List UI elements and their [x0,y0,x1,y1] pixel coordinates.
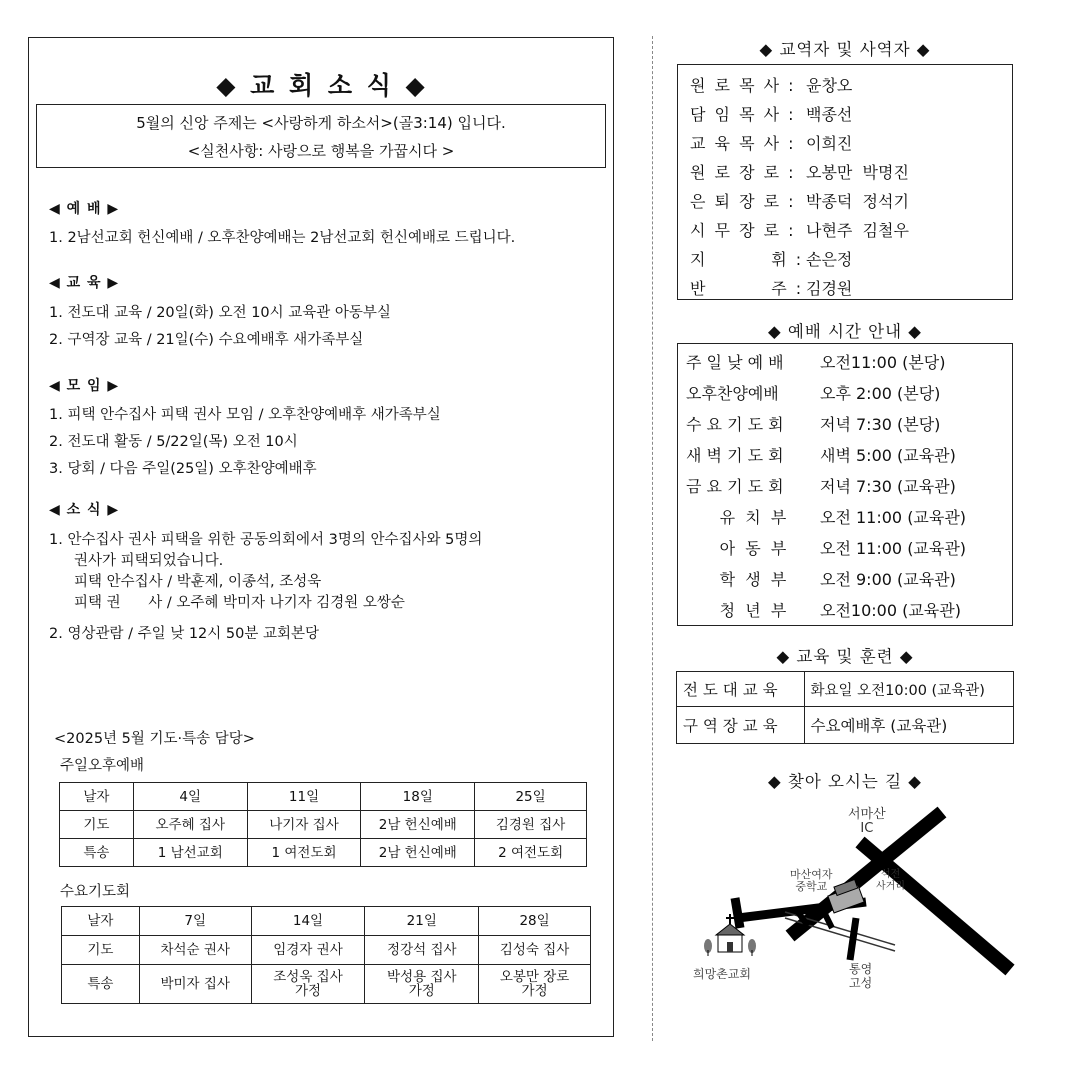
table-row [60,783,587,811]
cell-line: 박성용 집사 [387,969,457,985]
staff-names: 윤창오 [806,76,853,95]
table-cell: 7일 [139,907,251,936]
staff-names: 나현주 김철우 [806,221,909,240]
table-cell: 정강석 집사 [365,936,479,965]
intersection-label-line: 석전 [880,869,901,880]
service-time: 오전 9:00 (교육관) [820,570,956,589]
service-time: 오전10:00 (교육관) [820,601,961,620]
meeting-item: 2. 전도대 활동 / 5/22일(목) 오전 10시 [49,434,298,450]
table-cell: 2남 헌신예배 [361,839,475,867]
table-row [677,707,1014,744]
cell-line: 오봉만 장로 [499,969,570,985]
staff-role: 원 로 목 사 : [690,76,796,95]
service-name: 유 치 부 [719,508,787,527]
church-label: 희망촌교회 [693,967,751,981]
table-cell: 1 여전도회 [247,839,361,867]
staff-list [677,64,1013,300]
service-time: 오전 11:00 (교육관) [820,539,967,558]
table-cell [365,965,479,1004]
service-name: 오후찬양예배 [686,384,779,403]
table-cell [139,965,251,1004]
education-item: 1. 전도대 교육 / 20일(화) 오전 10시 교육관 아동부실 [49,305,391,321]
service-name: 학 생 부 [719,570,787,589]
table-row [62,907,591,936]
staff-names: 이희진 [806,134,853,153]
staff-row [690,71,1012,100]
service-time: 오전 11:00 (교육관) [820,508,967,527]
table-cell: 25일 [475,783,587,811]
notice-item-continued: 권사가 피택되었습니다. [74,553,224,569]
training-name: 구 역 장 교 육 [677,707,805,744]
staff-role: 지 휘 : [690,250,804,269]
staff-row [690,274,1012,303]
service-name: 금 요 기 도 회 [686,477,784,496]
sunday-service-label: 주일오후예배 [60,758,145,774]
table-cell: 특송 [60,839,134,867]
south-road [850,918,856,960]
service-name: 청 년 부 [719,601,787,620]
wednesday-duty-table [61,906,591,1004]
education-item: 2. 구역장 교육 / 21일(수) 수요예배후 새가족부실 [49,332,364,348]
staff-names: 손은정 [806,250,853,269]
worship-times-title: ◆ 예배 시간 안내 ◆ [768,322,922,341]
staff-row [690,187,1012,216]
sunday-duty-table [59,782,587,867]
table-cell: 나기자 집사 [247,811,361,839]
intersection-label [876,869,905,893]
table-row [686,377,1000,408]
training-time: 수요예배후 (교육관) [804,707,1013,744]
destination-label [849,962,872,990]
table-cell: 21일 [365,907,479,936]
table-row [62,965,591,1004]
school-label-line: 중학교 [795,880,828,893]
table-cell [479,965,591,1004]
service-name: 수 요 기 도 회 [686,415,784,434]
table-cell [251,965,365,1004]
staff-role: 담 임 목 사 : [690,105,796,124]
table-cell: 오주혜 집사 [133,811,247,839]
table-row [686,563,1000,594]
table-cell: 날자 [60,783,134,811]
table-cell: 18일 [361,783,475,811]
notice-item: 2. 영상관람 / 주일 낮 12시 50분 교회본당 [49,626,319,642]
elected-kwonsa: 피택 권 사 / 오주혜 박미자 나기자 김경원 오쌍순 [74,595,405,611]
staff-row [690,216,1012,245]
table-cell: 11일 [247,783,361,811]
training-table [676,671,1014,744]
staff-role: 시 무 장 로 : [690,221,796,240]
service-time: 오후 2:00 (본당) [820,384,941,403]
table-cell: 김경원 집사 [475,811,587,839]
staff-names: 김경원 [806,279,853,298]
meeting-section-heading: ◀ 모 임 ▶ [49,378,120,394]
table-cell: 2 여전도회 [475,839,587,867]
monthly-theme-box [36,104,606,168]
intersection-label-line: 사거리 [876,881,905,892]
service-name: 주 일 낮 예 배 [686,353,784,372]
wednesday-service-label: 수요기도회 [60,884,131,900]
table-row [686,439,1000,470]
table-row [686,501,1000,532]
ic-label [848,808,886,836]
ic-label-line: IC [860,821,874,836]
page-divider [652,36,653,1041]
cell-line: 가정 [294,983,322,999]
duty-schedule-title: <2025년 5월 기도·특송 담당> [54,731,255,747]
service-time: 새벽 5:00 (교육관) [820,446,956,465]
training-name: 전 도 대 교 육 [677,672,805,707]
training-title: ◆ 교육 및 훈련 ◆ [776,647,914,666]
cell-line: 가정 [521,983,548,999]
cell-line: 조성욱 집사 [273,969,343,985]
table-row [686,594,1000,625]
service-time: 오전11:00 (본당) [820,353,946,372]
staff-names: 박종덕 정석기 [806,192,909,211]
service-time: 저녁 7:30 (본당) [820,415,941,434]
worship-item: 1. 2남선교회 헌신예배 / 오후찬양예배는 2남선교회 헌신예배로 드립니다. [49,230,516,246]
table-row [62,936,591,965]
worship-times-box [677,343,1013,626]
table-cell: 4일 [133,783,247,811]
table-row [686,346,1000,377]
directions-title: ◆ 찾아 오시는 길 ◆ [768,772,922,791]
staff-role: 교 육 목 사 : [690,134,796,153]
church-news-title: ◆ 교 회 소 식 ◆ [216,71,428,100]
cell-line: 박미자 집사 [160,976,230,992]
training-time: 화요일 오전10:00 (교육관) [804,672,1013,707]
table-cell: 특송 [62,965,140,1004]
church-news-panel [28,37,614,1037]
staff-role: 은 퇴 장 로 : [690,192,796,211]
staff-names: 오봉만 박명진 [806,163,909,182]
table-cell: 임경자 권사 [251,936,365,965]
destination-label-line: 고성 [849,976,873,990]
elected-deacons: 피택 안수집사 / 박훈제, 이종석, 조성욱 [74,574,322,590]
meeting-item: 3. 당회 / 다음 주일(25일) 오후찬양예배후 [49,461,317,477]
staff-names: 백종선 [806,105,853,124]
worship-section-heading: ◀ 예 배 ▶ [49,201,120,217]
table-cell: 28일 [479,907,591,936]
table-cell: 차석순 권사 [139,936,251,965]
table-cell: 14일 [251,907,365,936]
practice-text: <실천사항: 사랑으로 행복을 가꿉시다 > [187,142,455,160]
staff-row [690,100,1012,129]
meeting-item: 1. 피택 안수집사 피택 권사 모임 / 오후찬양예배후 새가족부실 [49,407,441,423]
staff-role: 반 주 : [690,279,804,298]
school-label [790,869,833,893]
notice-section-heading: ◀ 소 식 ▶ [49,502,120,518]
staff-title: ◆ 교역자 및 사역자 ◆ [759,40,931,59]
table-cell: 2남 헌신예배 [361,811,475,839]
worship-times-table [686,346,1000,625]
table-row [686,408,1000,439]
table-row [686,532,1000,563]
staff-row [690,245,1012,274]
cell-line: 가정 [408,983,435,999]
education-section-heading: ◀ 교 육 ▶ [49,275,120,291]
school-label-line: 마산여자 [790,868,833,881]
table-row [686,470,1000,501]
table-cell: 기도 [62,936,140,965]
notice-item: 1. 안수집사 권사 피택을 위한 공동의회에서 3명의 안수집사와 5명의 [49,532,483,548]
staff-row [690,129,1012,158]
table-row [60,811,587,839]
service-name: 아 동 부 [719,539,787,558]
staff-role: 원 로 장 로 : [690,163,796,182]
table-cell: 김성숙 집사 [479,936,591,965]
table-row [677,672,1014,707]
table-row [60,839,587,867]
monthly-theme-text: 5월의 신앙 주제는 <사랑하게 하소서>(골3:14) 입니다. [136,114,506,132]
service-name: 새 벽 기 도 회 [686,446,784,465]
service-time: 저녁 7:30 (교육관) [820,477,956,496]
cross-road [860,842,1010,970]
table-cell: 날자 [62,907,140,936]
ic-label-line: 서마산 [848,807,886,822]
church-road-end [735,898,740,928]
table-cell: 1 남선교회 [133,839,247,867]
staff-row [690,158,1012,187]
destination-label-line: 통영 [849,962,873,976]
table-cell: 기도 [60,811,134,839]
